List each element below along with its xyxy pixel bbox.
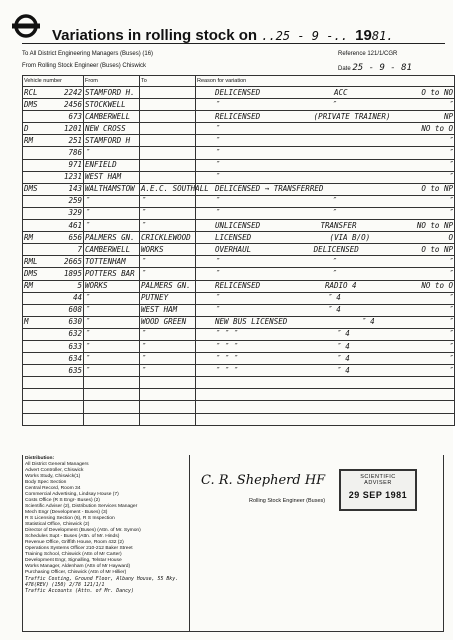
from-cell: WALTHAMSTOW [84,183,140,195]
distribution-item: Advert Controller, Chiswick [25,468,84,473]
from-cell: WORKS [84,280,140,292]
reason-status: O [448,232,453,242]
vehicle-cell [23,220,84,232]
vehicle-class: RM [24,281,34,291]
table-header-row [23,76,455,87]
vehicle-cell [23,280,84,292]
from-cell: ″ [84,328,140,340]
table-row [23,220,455,232]
reference: Reference 121/1/CGR [338,51,398,57]
vehicle-number: 634 [68,353,82,363]
from-cell: STOCKWELL [84,99,140,111]
reason-cell [196,413,455,425]
reason-status: ″ [448,293,453,303]
reason-cell [196,280,455,292]
col-header-reason: Reason for variation [196,76,455,87]
from-cell: TOTTENHAM [84,256,140,268]
vehicle-number: 1201 [63,123,82,133]
vehicle-cell [23,268,84,280]
vehicle-number: 2456 [63,99,82,109]
reason-extra: ″ 4 [336,353,350,363]
vehicle-number: 971 [68,160,82,170]
vehicle-cell [23,232,84,244]
reason-extra: ″ 4 [361,317,375,327]
reason-extra: ″ [331,99,337,109]
table-row [23,401,455,413]
vehicle-cell [23,377,84,389]
reason-extra: RADIO 4 [324,281,357,291]
distribution-item: Director of Development (Buses) (Attn. of Mr. Symon) [25,528,141,533]
vehicle-cell [23,195,84,207]
reason-cell [196,401,455,413]
reason-text: OVERHAUL [215,244,252,254]
signature-title: Rolling Stock Engineer (Buses) [249,498,326,504]
distribution-item: Costs Office (R S Engr- Buses) (2) [25,498,100,503]
reason-text: ″ ″ ″ [215,365,238,375]
distribution-item: Revenue Office, Griffith House, Room 432 (2) [25,540,124,545]
from-cell: ″ [84,365,140,377]
reason-text: NEW BUS LICENSED [215,317,288,327]
to-cell: WEST HAM [140,304,196,316]
distribution-item: Schedules Supt - Buses (Attn. of Mr. Hinds) [25,534,120,539]
reason-status: ″ [448,341,453,351]
reason-status: O to NP [421,184,453,194]
reason-status: ″ [448,256,453,266]
vehicle-number: 259 [68,196,82,206]
table-row [23,195,455,207]
table-row [23,135,455,147]
reason-status: ″ [448,208,453,218]
table-row [23,232,455,244]
reason-text: ″ [215,160,220,170]
to-cell [140,171,196,183]
reason-text: DELICENSED [215,87,261,97]
from-cell: ENFIELD [84,159,140,171]
to-cell: ″ [140,365,196,377]
vehicle-cell [23,413,84,425]
table-row [23,123,455,135]
to-cell [140,413,196,425]
to-cell: ″ [140,256,196,268]
vehicle-number: 143 [68,184,82,194]
reason-status: ″ [448,329,453,339]
stamp-line-1: SCIENTIFIC [360,474,396,480]
reason-text: ″ [215,208,220,218]
vehicle-number: 1895 [63,268,82,278]
reason-extra: (PRIVATE TRAINER) [313,111,391,121]
distribution-list [25,456,178,594]
to-cell [140,401,196,413]
distribution-item: Mech Engr (Development - Buses) (3) [25,510,108,515]
to-cell: ″ [140,220,196,232]
distribution-item: Purchasing Officer, Chiswick (Attn of Mr Hillier) [25,570,127,575]
reason-cell [196,171,455,183]
reason-text: ″ [215,305,220,315]
to-cell: ″ [140,195,196,207]
reason-status: NO to O [421,281,453,291]
reason-status: ″ [448,172,453,182]
to-cell: ″ [140,328,196,340]
to-cell [140,111,196,123]
vehicle-cell [23,183,84,195]
reason-text: ″ [215,172,220,182]
to-cell: ″ [140,268,196,280]
reason-text: ″ [215,256,220,266]
distribution-heading: Distribution: [25,456,55,461]
reason-cell [196,353,455,365]
reason-text: LICENSED [215,232,252,242]
from-cell: ″ [84,353,140,365]
vehicle-number: 630 [68,317,82,327]
from-cell [84,389,140,401]
reason-cell [196,377,455,389]
vehicle-number: 2242 [63,87,82,97]
from-cell: CAMBERWELL [84,244,140,256]
reason-cell [196,304,455,316]
reason-extra: ″ 4 [336,341,350,351]
reason-extra: ACC [334,87,348,97]
distribution-item: Development Engr, Signalling, Telstar House [25,558,122,563]
date-value: 25 - 9 - 81 [352,63,412,73]
table-row [23,365,455,377]
table-row [23,183,455,195]
reason-extra: ″ [331,256,337,266]
received-stamp [339,469,417,511]
reason-extra: TRANSFER [320,220,357,230]
vehicle-number: 632 [68,329,82,339]
vehicle-number: 633 [68,341,82,351]
table-row [23,268,455,280]
reason-cell [196,268,455,280]
table-row [23,413,455,425]
to-cell: ″ [140,340,196,352]
distribution-item: 478(REV) (150) 2/78 121/1/1 [25,582,105,588]
table-row [23,340,455,352]
vehicle-number: 2665 [63,256,82,266]
vehicle-cell [23,389,84,401]
vehicle-number: 673 [68,111,82,121]
variations-table [22,75,455,426]
vehicle-number: 608 [68,305,82,315]
vehicle-number: 7 [77,244,82,254]
reason-text: RELICENSED [215,281,261,291]
reason-text: ″ ″ ″ [215,329,238,339]
reason-cell [196,365,455,377]
to-cell [140,135,196,147]
footer-divider [189,455,190,631]
distribution-item: Operations Systems Officer 210-212 Baker Street [25,546,133,551]
vehicle-cell [23,304,84,316]
from-cell: ″ [84,207,140,219]
reason-status: NO to O [421,123,453,133]
from-cell: STAMFORD H [84,135,140,147]
to-cell: ″ [140,207,196,219]
to-cell [140,87,196,99]
from-cell: ″ [84,340,140,352]
reason-extra: ″ 4 [327,305,341,315]
reason-cell [196,207,455,219]
reason-text: ″ ″ ″ [215,353,238,363]
table-row [23,244,455,256]
vehicle-cell [23,340,84,352]
reason-extra: (VIA B/O) [329,232,371,242]
reason-extra: DELICENSED [313,244,359,254]
form-title [52,27,394,44]
reason-status: NP [443,111,453,121]
from-cell: CAMBERWELL [84,111,140,123]
reason-text: ″ [215,99,220,109]
vehicle-cell [23,207,84,219]
date-row [338,63,412,73]
vehicle-number: 786 [68,148,82,158]
from-cell: ″ [84,195,140,207]
distribution-item: R S Licensing Section (6), R S Inspection [25,516,115,521]
table-row [23,99,455,111]
reason-cell [196,183,455,195]
reason-status: ″ [448,317,453,327]
reason-cell [196,111,455,123]
table-row [23,280,455,292]
vehicle-number: 5 [77,281,82,291]
vehicle-class: RML [24,256,38,266]
vehicle-class: M [24,317,29,327]
reason-extra: ″ 4 [327,293,341,303]
vehicle-class: DMS [24,184,38,194]
distribution-item: Body Spec Section [25,480,67,485]
vehicle-cell [23,316,84,328]
reason-status: ″ [448,268,453,278]
table-row [23,171,455,183]
vehicle-cell [23,365,84,377]
to-cell [140,389,196,401]
vehicle-cell [23,328,84,340]
reason-cell [196,159,455,171]
vehicle-class: D [24,123,29,133]
vehicle-class: RCL [24,87,38,97]
from-cell: POTTERS BAR [84,268,140,280]
date-label: Date [338,66,351,72]
reason-cell [196,389,455,401]
stamp-date: 29 SEP 1981 [348,490,408,500]
distribution-item: Training School, Chiswick (Attn of Mr Carter) [25,552,122,557]
reason-extra: ″ [331,208,337,218]
table-row [23,87,455,99]
vehicle-class: DMS [24,268,38,278]
to-cell [140,99,196,111]
form-title-date: ..25 - 9 -.. 1981. [261,27,394,44]
vehicle-cell [23,123,84,135]
from-cell: NEW CROSS [84,123,140,135]
reason-extra: ″ 4 [336,329,350,339]
reason-status: ″ [448,148,453,158]
distribution-item: Traffic Costing, Ground Floor, Albany House, 55 Bky. [25,576,179,582]
stamp-line-2: ADVISER [364,480,392,486]
to-cell [140,377,196,389]
reason-cell [196,99,455,111]
table-row [23,377,455,389]
vehicle-cell [23,256,84,268]
title-rule [22,43,445,44]
table-row [23,389,455,401]
reason-text: ″ [215,148,220,158]
distribution-item: Traffic Accounts (Attn. of Mr. Dancy) [25,588,134,594]
distribution-item: Works Study, Chiswick(1) [25,474,81,479]
from-line: From Rolling Stock Engineer (Buses) Chiswick [22,63,147,69]
reason-status: ″ [448,99,453,109]
reason-cell [196,195,455,207]
vehicle-number: 329 [68,208,82,218]
vehicle-cell [23,353,84,365]
distribution-item: All District General Managers [25,462,89,467]
distribution-item: Statistical Office, Chiswick (2) [25,522,90,527]
from-cell [84,401,140,413]
reason-text: ″ [215,135,220,145]
table-row [23,353,455,365]
vehicle-cell [23,292,84,304]
form-title-text: Variations in rolling stock on [52,27,258,44]
reason-cell [196,256,455,268]
reason-cell [196,340,455,352]
vehicle-cell [23,135,84,147]
from-cell: ″ [84,292,140,304]
table-row [23,328,455,340]
reason-text: ″ [215,268,220,278]
vehicle-class: RM [24,232,34,242]
reason-status: O to NP [421,244,453,254]
col-header-vehicle: Vehicle number [23,76,84,87]
to-cell: PUTNEY [140,292,196,304]
reason-status: ″ [448,353,453,363]
vehicle-cell [23,147,84,159]
reason-status: ″ [448,196,453,206]
table-row [23,256,455,268]
distribution-item: Commercial Advertising, Lindsay House (7) [25,492,119,497]
table-row [23,292,455,304]
vehicle-number: 461 [68,220,82,230]
to-line: To All District Engineering Managers (Buses) (16) [22,51,154,57]
reason-text: ″ [215,123,220,133]
from-cell: ″ [84,316,140,328]
vehicle-class: RM [24,135,34,145]
table-row [23,207,455,219]
reason-cell [196,232,455,244]
reason-text: RELICENSED [215,111,261,121]
table-row [23,316,455,328]
from-cell: ″ [84,147,140,159]
reason-cell [196,244,455,256]
table-row [23,159,455,171]
reason-cell [196,292,455,304]
footer-section [22,455,444,632]
reason-status: ″ [448,365,453,375]
reason-status: ″ [448,305,453,315]
reason-status: ″ [448,160,453,170]
vehicle-cell [23,99,84,111]
reason-cell [196,147,455,159]
distribution-item: Works Manager, Aldenham (Attn of Mr Hayward) [25,564,131,569]
reason-text: ″ [215,293,220,303]
reason-cell [196,123,455,135]
to-cell [140,123,196,135]
to-cell: CRICKLEWOOD [140,232,196,244]
vehicle-cell [23,159,84,171]
vehicle-cell [23,244,84,256]
from-cell [84,377,140,389]
to-cell [140,147,196,159]
vehicle-number: 656 [68,232,82,242]
from-cell: WEST HAM [84,171,140,183]
roundel-logo-icon [12,14,40,38]
vehicle-number: 251 [68,135,82,145]
from-cell: ″ [84,304,140,316]
vehicle-class: DMS [24,99,38,109]
distribution-item: Central Record, Room 34 [25,486,81,491]
vehicle-cell [23,111,84,123]
from-cell: PALMERS GN. [84,232,140,244]
to-cell: WORKS [140,244,196,256]
vehicle-cell [23,171,84,183]
table-row [23,304,455,316]
vehicle-number: 1231 [63,172,82,182]
vehicle-cell [23,401,84,413]
reason-text: DELICENSED → TRANSFERRED [215,184,324,194]
reason-text: ″ [215,196,220,206]
to-cell: PALMERS GN. [140,280,196,292]
vehicle-cell [23,87,84,99]
vehicle-number: 635 [68,365,82,375]
from-cell: STAMFORD H. [84,87,140,99]
table-row [23,147,455,159]
reason-cell [196,220,455,232]
from-cell: ″ [84,220,140,232]
reason-status: ″ [448,135,453,145]
reason-cell [196,87,455,99]
reason-extra: ″ [331,268,337,278]
reason-text: ″ ″ ″ [215,341,238,351]
from-cell [84,413,140,425]
to-cell: A.E.C. SOUTHALL [140,183,196,195]
reason-cell [196,316,455,328]
reason-cell [196,135,455,147]
reason-status: NO to NP [416,220,453,230]
vehicle-number: 44 [72,293,82,303]
table-row [23,111,455,123]
col-header-from: From [84,76,140,87]
to-cell [140,159,196,171]
reason-status: O to NO [421,87,453,97]
reason-extra: ″ 4 [336,365,350,375]
to-cell: WOOD GREEN [140,316,196,328]
reason-extra: ″ [331,196,337,206]
to-cell: ″ [140,353,196,365]
col-header-to: To [140,76,196,87]
signature: C. R. Shepherd HF [201,473,326,488]
reason-text: UNLICENSED [215,220,261,230]
distribution-item: Scientific Adviser (2), Distribution Services Manager [25,504,138,509]
reason-cell [196,328,455,340]
